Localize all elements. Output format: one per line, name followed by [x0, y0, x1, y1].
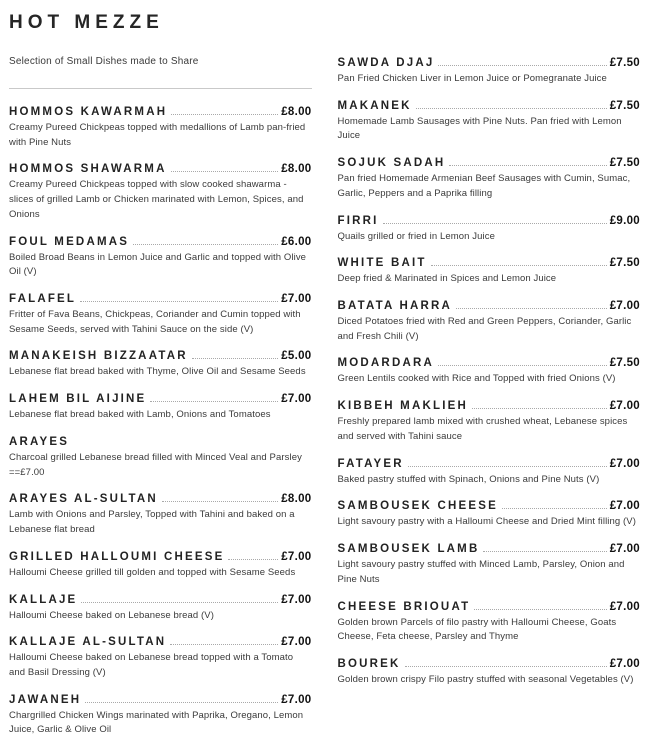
item-name: HOMMOS SHAWARMA [9, 163, 167, 176]
menu-item-header [338, 300, 641, 312]
item-description: Pan Fried Chicken Liver in Lemon Juice or Pomegranate Juice [337, 73, 607, 84]
dot-leader [85, 702, 278, 703]
dot-leader [80, 301, 278, 302]
dot-leader [438, 365, 607, 366]
item-name: SAWDA DJAJ [337, 57, 435, 69]
dot-leader [171, 114, 278, 115]
item-price: £7.00 [281, 636, 312, 649]
item-price: £5.00 [281, 350, 312, 363]
dot-leader [162, 501, 278, 502]
item-price: £7.50 [609, 257, 640, 270]
dot-leader [472, 408, 607, 409]
item-name: SAMBOUSEK CHEESE [337, 500, 498, 513]
menu-item [338, 658, 641, 688]
dot-leader [431, 265, 607, 266]
item-price: £7.00 [609, 600, 640, 613]
page-subtitle: Selection of Small Dishes made to Share [9, 56, 199, 67]
dot-leader [408, 466, 607, 467]
menu-item-header [9, 293, 312, 305]
item-price: £7.50 [609, 57, 640, 69]
item-description: Lebanese flat bread baked with Lamb, Onions and Tomatoes [9, 409, 271, 421]
menu-item-header [9, 163, 312, 175]
menu-item [9, 236, 312, 280]
menu-item-header [9, 551, 312, 563]
item-description: Charcoal grilled Lebanese bread filled with Minced Veal and Parsley ==£7.00 [9, 451, 302, 478]
item-description: Creamy Pureed Chickpeas topped with medallions of Lamb pan-fried with Pine Nuts [9, 122, 306, 148]
item-description: Pan fried Homemade Armenian Beef Sausages with Cumin, Sumac, Garlic, Peppers and a Paprika filling [337, 173, 631, 199]
menu-item [338, 500, 641, 530]
menu-item-header [338, 601, 641, 613]
menu-item [9, 493, 312, 537]
item-description: Halloumi Cheese baked on Lebanese bread topped with a Tomato and Basil Dressing (V) [9, 652, 294, 678]
item-description: Light savoury pastry stuffed with Minced Lamb, Parsley, Onion and Pine Nuts [337, 559, 625, 585]
item-name: JAWANEH [9, 693, 82, 706]
section-divider [9, 88, 312, 89]
item-price: £7.00 [281, 393, 312, 406]
menu-item-header [9, 106, 312, 118]
menu-item-header [338, 357, 641, 369]
menu-item [338, 300, 641, 344]
item-name: BOUREK [337, 657, 401, 670]
item-description: Quails grilled or fried in Lemon Juice [337, 230, 495, 242]
item-description: Diced Potatoes fried with Red and Green Peppers, Coriander, Garlic and Fresh Chili (V) [337, 316, 632, 342]
item-name: ARAYES AL-SULTAN [9, 493, 158, 506]
page-title: HOT MEZZE [9, 12, 164, 33]
item-price: £8.00 [281, 106, 312, 118]
menu-item-header [338, 500, 641, 512]
item-name: HOMMOS KAWARMAH [9, 106, 168, 118]
item-name: CHEESE BRIOUAT [337, 600, 471, 613]
item-description: Golden brown crispy Filo pastry stuffed with seasonal Vegetables (V) [337, 673, 634, 685]
item-name: KALLAJE AL-SULTAN [9, 636, 167, 649]
menu-item-header [338, 658, 641, 670]
dot-leader [133, 244, 278, 245]
item-price: £7.50 [609, 157, 640, 170]
menu-item [9, 551, 312, 581]
menu-item [9, 636, 312, 680]
dot-leader [416, 108, 607, 109]
menu-item [9, 594, 312, 624]
item-price: £7.50 [609, 99, 640, 112]
item-description: Boiled Broad Beans in Lemon Juice and Garlic and topped with Olive Oil (V) [9, 251, 307, 278]
item-name: GRILLED HALLOUMI CHEESE [9, 550, 225, 563]
dot-leader [438, 65, 606, 66]
menu-item-header [338, 215, 641, 227]
menu-column-left [9, 8, 312, 736]
item-price: £7.00 [609, 457, 640, 470]
item-name: SOJUK SADAH [337, 157, 446, 170]
menu-item-header [338, 257, 641, 269]
menu-item [9, 694, 312, 738]
menu-item [338, 157, 641, 201]
dot-leader [228, 559, 278, 560]
menu-item [338, 458, 641, 488]
menu-item [9, 163, 312, 222]
item-price: £7.00 [609, 657, 640, 670]
item-description: Light savoury pastry with a Halloumi Cheese and Dried Mint filling (V) [337, 516, 636, 528]
item-name: FIRRI [337, 214, 379, 227]
dot-leader [192, 358, 278, 359]
item-price: £9.00 [609, 214, 640, 227]
item-name: FALAFEL [9, 293, 77, 306]
item-description: Green Lentils cooked with Rice and Topped with fried Onions (V) [337, 373, 616, 385]
item-description: Baked pastry stuffed with Spinach, Onions and Pine Nuts (V) [337, 473, 600, 485]
dot-leader [456, 308, 607, 309]
item-name: KALLAJE [9, 593, 78, 606]
item-name: MODARDARA [337, 357, 434, 370]
item-name: MANAKEISH BIZZAATAR [9, 350, 188, 363]
item-price: £8.00 [281, 493, 312, 506]
menu-item-header [9, 594, 312, 606]
dot-leader [383, 223, 607, 224]
item-name: SAMBOUSEK LAMB [337, 543, 480, 556]
item-name: ARAYES [9, 435, 70, 448]
menu-item-header [338, 400, 641, 412]
item-price: £8.00 [281, 163, 312, 176]
item-name: FOUL MEDAMAS [9, 235, 130, 248]
item-name: LAHEM BIL AIJINE [9, 393, 147, 406]
menu-item [9, 436, 312, 480]
menu-item [338, 215, 641, 245]
item-description: Lamb with Onions and Parsley, Topped with Tahini and baked on a Lebanese flat bread [9, 509, 295, 536]
item-price: £7.00 [281, 293, 312, 306]
item-price: £7.00 [609, 300, 640, 313]
item-name: KIBBEH MAKLIEH [337, 400, 468, 413]
menu-item [338, 57, 641, 87]
item-price: £7.00 [609, 400, 640, 413]
menu-item [338, 400, 641, 444]
item-name: FATAYER [337, 457, 404, 470]
menu-items-left [9, 106, 312, 738]
item-price: £7.00 [281, 693, 312, 706]
item-description: Golden brown Parcels of filo pastry with Halloumi Cheese, Goats Cheese, Feta cheese, Parsley and Thyme [337, 616, 617, 643]
menu-item [338, 100, 641, 144]
dot-leader [405, 666, 607, 667]
menu-item-header [9, 694, 312, 706]
menu-item-header [9, 393, 312, 405]
menu-item [338, 601, 641, 645]
item-description: Lebanese flat bread baked with Thyme, Olive Oil and Sesame Seeds [9, 366, 306, 378]
item-name: WHITE BAIT [337, 257, 427, 270]
item-price: £7.00 [281, 593, 312, 606]
menu-item-header [338, 458, 641, 470]
item-description: Halloumi Cheese baked on Lebanese bread (V) [9, 609, 214, 621]
menu-item-header [9, 350, 312, 362]
dot-leader [150, 401, 278, 402]
item-description: Halloumi Cheese grilled till golden and topped with Sesame Seeds [9, 566, 296, 578]
dot-leader [474, 609, 606, 610]
menu-item [338, 543, 641, 587]
dot-leader [81, 602, 278, 603]
item-description: Freshly prepared lamb mixed with crushed wheat, Lebanese spices and served with Tahini sauce [337, 416, 628, 442]
menu-item-header [9, 236, 312, 248]
menu-item [9, 106, 312, 150]
item-description: Creamy Pureed Chickpeas topped with slow cooked shawarma - slices of grilled Lamb or Chicken marinated with Lemon, Spices, and Onions [9, 179, 304, 220]
menu-item [9, 293, 312, 337]
menu-item-header [9, 636, 312, 648]
menu-item-header [338, 57, 641, 69]
menu-item [9, 393, 312, 423]
item-price: £6.00 [281, 235, 312, 248]
item-description: Homemade Lamb Sausages with Pine Nuts. Pan fried with Lemon Juice [337, 115, 622, 142]
item-name: MAKANEK [337, 99, 412, 112]
item-price: £7.00 [609, 543, 640, 556]
dot-leader [502, 508, 607, 509]
menu-item-header [9, 493, 312, 505]
item-price: £7.00 [609, 500, 640, 513]
dot-leader [483, 551, 606, 552]
dot-leader [449, 165, 606, 166]
item-price: £7.50 [609, 357, 640, 370]
menu-item-header [338, 543, 641, 555]
item-description: Fritter of Fava Beans, Chickpeas, Coriander and Cumin topped with Sesame Seeds, served with Tahini Sauce on the side (V) [9, 309, 301, 335]
menu-items-right [338, 57, 641, 688]
menu-item [9, 350, 312, 380]
dot-leader [170, 644, 278, 645]
item-name: BATATA HARRA [337, 300, 453, 313]
menu-item [338, 357, 641, 387]
menu-item [338, 257, 641, 287]
item-description: Deep fried & Marinated in Spices and Lemon Juice [337, 273, 557, 285]
dot-leader [171, 171, 279, 172]
menu-item-header [338, 100, 641, 112]
menu-item-header [338, 157, 641, 169]
item-price: £7.00 [281, 550, 312, 563]
item-description: Chargrilled Chicken Wings marinated with Paprika, Oregano, Lemon Juice, Garlic & Olive Oil [9, 709, 304, 736]
menu-item-header [9, 436, 312, 448]
menu-column-right [337, 8, 641, 685]
